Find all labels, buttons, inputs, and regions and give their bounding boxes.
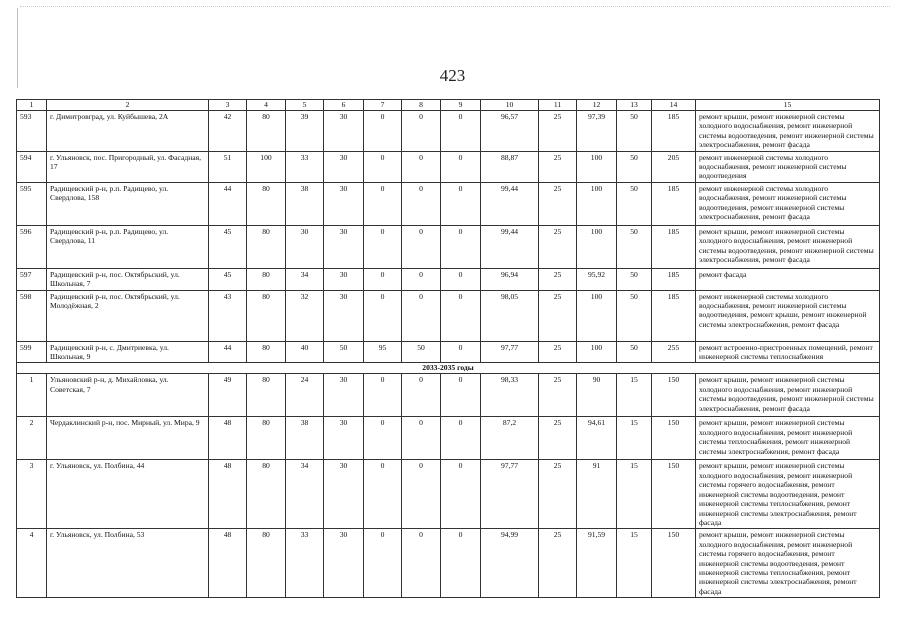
value-cell: 185 bbox=[652, 225, 696, 268]
value-cell: 30 bbox=[324, 182, 364, 225]
section-header-row bbox=[17, 363, 880, 374]
row-number: 598 bbox=[17, 290, 47, 341]
value-cell: 0 bbox=[402, 182, 441, 225]
value-cell: 185 bbox=[652, 111, 696, 152]
value-cell: 49 bbox=[209, 374, 247, 417]
value-cell: 15 bbox=[617, 529, 652, 598]
value-cell: 50 bbox=[402, 341, 441, 363]
value-cell: 96,57 bbox=[481, 111, 539, 152]
value-cell: 80 bbox=[247, 225, 286, 268]
value-cell: 0 bbox=[441, 417, 481, 460]
value-cell: 185 bbox=[652, 182, 696, 225]
table-row bbox=[17, 290, 880, 341]
value-cell: 0 bbox=[364, 460, 402, 529]
value-cell: 0 bbox=[441, 225, 481, 268]
value-cell: 33 bbox=[286, 529, 324, 598]
value-cell: 0 bbox=[364, 290, 402, 341]
table-row bbox=[17, 529, 880, 598]
value-cell: 44 bbox=[209, 182, 247, 225]
col-number: 1 bbox=[17, 100, 47, 111]
row-number: 593 bbox=[17, 111, 47, 152]
col-number: 12 bbox=[577, 100, 617, 111]
value-cell: 15 bbox=[617, 417, 652, 460]
value-cell: 0 bbox=[441, 182, 481, 225]
col-number: 3 bbox=[209, 100, 247, 111]
table-row bbox=[17, 182, 880, 225]
value-cell: 91 bbox=[577, 460, 617, 529]
value-cell: 90 bbox=[577, 374, 617, 417]
table-row bbox=[17, 111, 880, 152]
value-cell: 32 bbox=[286, 290, 324, 341]
value-cell: 0 bbox=[402, 268, 441, 290]
value-cell: 100 bbox=[577, 182, 617, 225]
value-cell: 97,77 bbox=[481, 460, 539, 529]
value-cell: 80 bbox=[247, 111, 286, 152]
address-cell: г. Ульяновск, ул. Полбина, 53 bbox=[47, 529, 209, 598]
value-cell: 0 bbox=[364, 151, 402, 182]
value-cell: 30 bbox=[324, 290, 364, 341]
value-cell: 33 bbox=[286, 151, 324, 182]
value-cell: 0 bbox=[441, 268, 481, 290]
value-cell: 80 bbox=[247, 417, 286, 460]
value-cell: 0 bbox=[364, 417, 402, 460]
col-number: 15 bbox=[696, 100, 880, 111]
repair-program-table bbox=[16, 99, 880, 598]
value-cell: 0 bbox=[402, 225, 441, 268]
value-cell: 38 bbox=[286, 182, 324, 225]
value-cell: 39 bbox=[286, 111, 324, 152]
top-edge-mark bbox=[20, 6, 890, 7]
row-number: 4 bbox=[17, 529, 47, 598]
value-cell: 15 bbox=[617, 460, 652, 529]
value-cell: 100 bbox=[577, 151, 617, 182]
table-row bbox=[17, 417, 880, 460]
row-number: 597 bbox=[17, 268, 47, 290]
col-number: 7 bbox=[364, 100, 402, 111]
value-cell: 0 bbox=[402, 529, 441, 598]
value-cell: 80 bbox=[247, 460, 286, 529]
value-cell: 25 bbox=[539, 290, 577, 341]
value-cell: 25 bbox=[539, 417, 577, 460]
works-cell: ремонт крыши, ремонт инженерной системы холодного водоснабжения, ремонт инженерной системы водоотведения, ремонт инженерной системы электроснабжения, ремонт фасада bbox=[696, 111, 880, 152]
value-cell: 44 bbox=[209, 341, 247, 363]
works-cell: ремонт крыши, ремонт инженерной системы холодного водоснабжения, ремонт инженерной системы водоотведения, ремонт инженерной системы электроснабжения, ремонт фасада bbox=[696, 374, 880, 417]
value-cell: 34 bbox=[286, 268, 324, 290]
value-cell: 25 bbox=[539, 374, 577, 417]
works-cell: ремонт крыши, ремонт инженерной системы холодного водоснабжения, ремонт инженерной системы горячего водоснабжения, ремонт инженерной системы водоотведения, ремонт инженерной системы теплоснабжения, ремонт инженерной системы электроснабжения, ремонт фасада bbox=[696, 460, 880, 529]
value-cell: 97,77 bbox=[481, 341, 539, 363]
value-cell: 0 bbox=[364, 111, 402, 152]
value-cell: 150 bbox=[652, 374, 696, 417]
value-cell: 40 bbox=[286, 341, 324, 363]
value-cell: 95,92 bbox=[577, 268, 617, 290]
value-cell: 0 bbox=[441, 290, 481, 341]
value-cell: 50 bbox=[617, 290, 652, 341]
value-cell: 0 bbox=[364, 374, 402, 417]
row-number: 599 bbox=[17, 341, 47, 363]
value-cell: 87,2 bbox=[481, 417, 539, 460]
works-cell: ремонт крыши, ремонт инженерной системы холодного водоснабжения, ремонт инженерной системы водоотведения, ремонт инженерной системы электроснабжения, ремонт фасада bbox=[696, 225, 880, 268]
value-cell: 30 bbox=[324, 151, 364, 182]
value-cell: 98,33 bbox=[481, 374, 539, 417]
row-number: 2 bbox=[17, 417, 47, 460]
table-row bbox=[17, 151, 880, 182]
row-number: 595 bbox=[17, 182, 47, 225]
value-cell: 15 bbox=[617, 374, 652, 417]
value-cell: 80 bbox=[247, 341, 286, 363]
value-cell: 42 bbox=[209, 111, 247, 152]
value-cell: 255 bbox=[652, 341, 696, 363]
address-cell: Чердаклинский р-н, пос. Мирный, ул. Мира, 9 bbox=[47, 417, 209, 460]
col-number: 5 bbox=[286, 100, 324, 111]
value-cell: 80 bbox=[247, 182, 286, 225]
value-cell: 0 bbox=[402, 151, 441, 182]
value-cell: 0 bbox=[402, 374, 441, 417]
page-number: 423 bbox=[439, 66, 466, 85]
value-cell: 30 bbox=[286, 225, 324, 268]
value-cell: 0 bbox=[364, 182, 402, 225]
value-cell: 50 bbox=[617, 182, 652, 225]
value-cell: 30 bbox=[324, 225, 364, 268]
col-number: 4 bbox=[247, 100, 286, 111]
value-cell: 100 bbox=[247, 151, 286, 182]
value-cell: 95 bbox=[364, 341, 402, 363]
value-cell: 150 bbox=[652, 460, 696, 529]
value-cell: 50 bbox=[617, 341, 652, 363]
value-cell: 25 bbox=[539, 151, 577, 182]
works-cell: ремонт инженерной системы холодного водоснабжения, ремонт инженерной системы водоотведения, ремонт инженерной системы электроснабжения, ремонт фасада bbox=[696, 182, 880, 225]
works-cell: ремонт инженерной системы холодного водоснабжения, ремонт инженерной системы водоотведения, ремонт крыши, ремонт инженерной системы электроснабжения, ремонт фасада bbox=[696, 290, 880, 341]
value-cell: 50 bbox=[324, 341, 364, 363]
address-cell: г. Димитровград, ул. Куйбышева, 2А bbox=[47, 111, 209, 152]
value-cell: 50 bbox=[617, 151, 652, 182]
address-cell: г. Ульяновск, ул. Полбина, 44 bbox=[47, 460, 209, 529]
works-cell: ремонт крыши, ремонт инженерной системы холодного водоснабжения, ремонт инженерной системы теплоснабжения, ремонт инженерной системы электроснабжения, ремонт фасада bbox=[696, 417, 880, 460]
row-number: 594 bbox=[17, 151, 47, 182]
value-cell: 48 bbox=[209, 529, 247, 598]
table-row bbox=[17, 460, 880, 529]
value-cell: 34 bbox=[286, 460, 324, 529]
works-cell: ремонт инженерной системы холодного водоснабжения, ремонт инженерной системы водоотведения bbox=[696, 151, 880, 182]
col-number: 11 bbox=[539, 100, 577, 111]
value-cell: 88,87 bbox=[481, 151, 539, 182]
value-cell: 185 bbox=[652, 290, 696, 341]
value-cell: 80 bbox=[247, 268, 286, 290]
value-cell: 91,59 bbox=[577, 529, 617, 598]
value-cell: 45 bbox=[209, 268, 247, 290]
value-cell: 25 bbox=[539, 460, 577, 529]
value-cell: 43 bbox=[209, 290, 247, 341]
col-number: 14 bbox=[652, 100, 696, 111]
value-cell: 30 bbox=[324, 268, 364, 290]
value-cell: 30 bbox=[324, 529, 364, 598]
row-number: 3 bbox=[17, 460, 47, 529]
value-cell: 48 bbox=[209, 417, 247, 460]
value-cell: 25 bbox=[539, 225, 577, 268]
value-cell: 50 bbox=[617, 111, 652, 152]
value-cell: 99,44 bbox=[481, 225, 539, 268]
value-cell: 100 bbox=[577, 341, 617, 363]
value-cell: 45 bbox=[209, 225, 247, 268]
value-cell: 51 bbox=[209, 151, 247, 182]
value-cell: 0 bbox=[402, 460, 441, 529]
value-cell: 96,94 bbox=[481, 268, 539, 290]
value-cell: 24 bbox=[286, 374, 324, 417]
value-cell: 25 bbox=[539, 341, 577, 363]
value-cell: 30 bbox=[324, 460, 364, 529]
value-cell: 150 bbox=[652, 529, 696, 598]
value-cell: 0 bbox=[441, 151, 481, 182]
value-cell: 100 bbox=[577, 290, 617, 341]
table-row bbox=[17, 225, 880, 268]
value-cell: 98,05 bbox=[481, 290, 539, 341]
value-cell: 80 bbox=[247, 290, 286, 341]
address-cell: Радищевский р-н, пос. Октябрьский, ул. Школьная, 7 bbox=[47, 268, 209, 290]
value-cell: 50 bbox=[617, 225, 652, 268]
value-cell: 0 bbox=[441, 460, 481, 529]
value-cell: 0 bbox=[364, 268, 402, 290]
table-row bbox=[17, 374, 880, 417]
col-number: 10 bbox=[481, 100, 539, 111]
address-cell: Ульяновский р-н, д. Михайловка, ул. Советская, 7 bbox=[47, 374, 209, 417]
value-cell: 25 bbox=[539, 182, 577, 225]
address-cell: Радищевский р-н, р.п. Радищево, ул. Свердлова, 158 bbox=[47, 182, 209, 225]
value-cell: 0 bbox=[402, 417, 441, 460]
value-cell: 0 bbox=[364, 529, 402, 598]
table-row bbox=[17, 268, 880, 290]
value-cell: 48 bbox=[209, 460, 247, 529]
col-number: 8 bbox=[402, 100, 441, 111]
value-cell: 94,99 bbox=[481, 529, 539, 598]
value-cell: 30 bbox=[324, 417, 364, 460]
value-cell: 0 bbox=[441, 374, 481, 417]
row-number: 1 bbox=[17, 374, 47, 417]
value-cell: 0 bbox=[364, 225, 402, 268]
col-number: 6 bbox=[324, 100, 364, 111]
address-cell: г. Ульяновск, пос. Пригородный, ул. Фасадная, 17 bbox=[47, 151, 209, 182]
table-row bbox=[17, 341, 880, 363]
works-cell: ремонт крыши, ремонт инженерной системы холодного водоснабжения, ремонт инженерной системы горячего водоснабжения, ремонт инженерной системы водоотведения, ремонт инженерной системы теплоснабжения, ремонт инженерной системы электроснабжения, ремонт фасада bbox=[696, 529, 880, 598]
value-cell: 97,39 bbox=[577, 111, 617, 152]
value-cell: 0 bbox=[441, 111, 481, 152]
value-cell: 0 bbox=[441, 341, 481, 363]
value-cell: 150 bbox=[652, 417, 696, 460]
value-cell: 50 bbox=[617, 268, 652, 290]
value-cell: 99,44 bbox=[481, 182, 539, 225]
address-cell: Радищевский р-н, с. Дмитриевка, ул. Школьная, 9 bbox=[47, 341, 209, 363]
value-cell: 38 bbox=[286, 417, 324, 460]
value-cell: 0 bbox=[402, 111, 441, 152]
value-cell: 205 bbox=[652, 151, 696, 182]
value-cell: 0 bbox=[402, 290, 441, 341]
value-cell: 30 bbox=[324, 374, 364, 417]
col-number: 13 bbox=[617, 100, 652, 111]
column-number-row bbox=[17, 100, 880, 111]
value-cell: 185 bbox=[652, 268, 696, 290]
row-number: 596 bbox=[17, 225, 47, 268]
value-cell: 80 bbox=[247, 374, 286, 417]
value-cell: 30 bbox=[324, 111, 364, 152]
col-number: 9 bbox=[441, 100, 481, 111]
value-cell: 0 bbox=[441, 529, 481, 598]
value-cell: 80 bbox=[247, 529, 286, 598]
value-cell: 100 bbox=[577, 225, 617, 268]
address-cell: Радищевский р-н, р.п. Радищево, ул. Свердлова, 11 bbox=[47, 225, 209, 268]
value-cell: 94,61 bbox=[577, 417, 617, 460]
col-number: 2 bbox=[47, 100, 209, 111]
address-cell: Радищевский р-н, пос. Октябрьский, ул. Молодёжная, 2 bbox=[47, 290, 209, 341]
works-cell: ремонт встроенно-пристроенных помещений, ремонт инженерной системы теплоснабжения bbox=[696, 341, 880, 363]
value-cell: 25 bbox=[539, 268, 577, 290]
works-cell: ремонт фасада bbox=[696, 268, 880, 290]
section-title: 2033-2035 годы bbox=[17, 363, 880, 374]
value-cell: 25 bbox=[539, 111, 577, 152]
value-cell: 25 bbox=[539, 529, 577, 598]
